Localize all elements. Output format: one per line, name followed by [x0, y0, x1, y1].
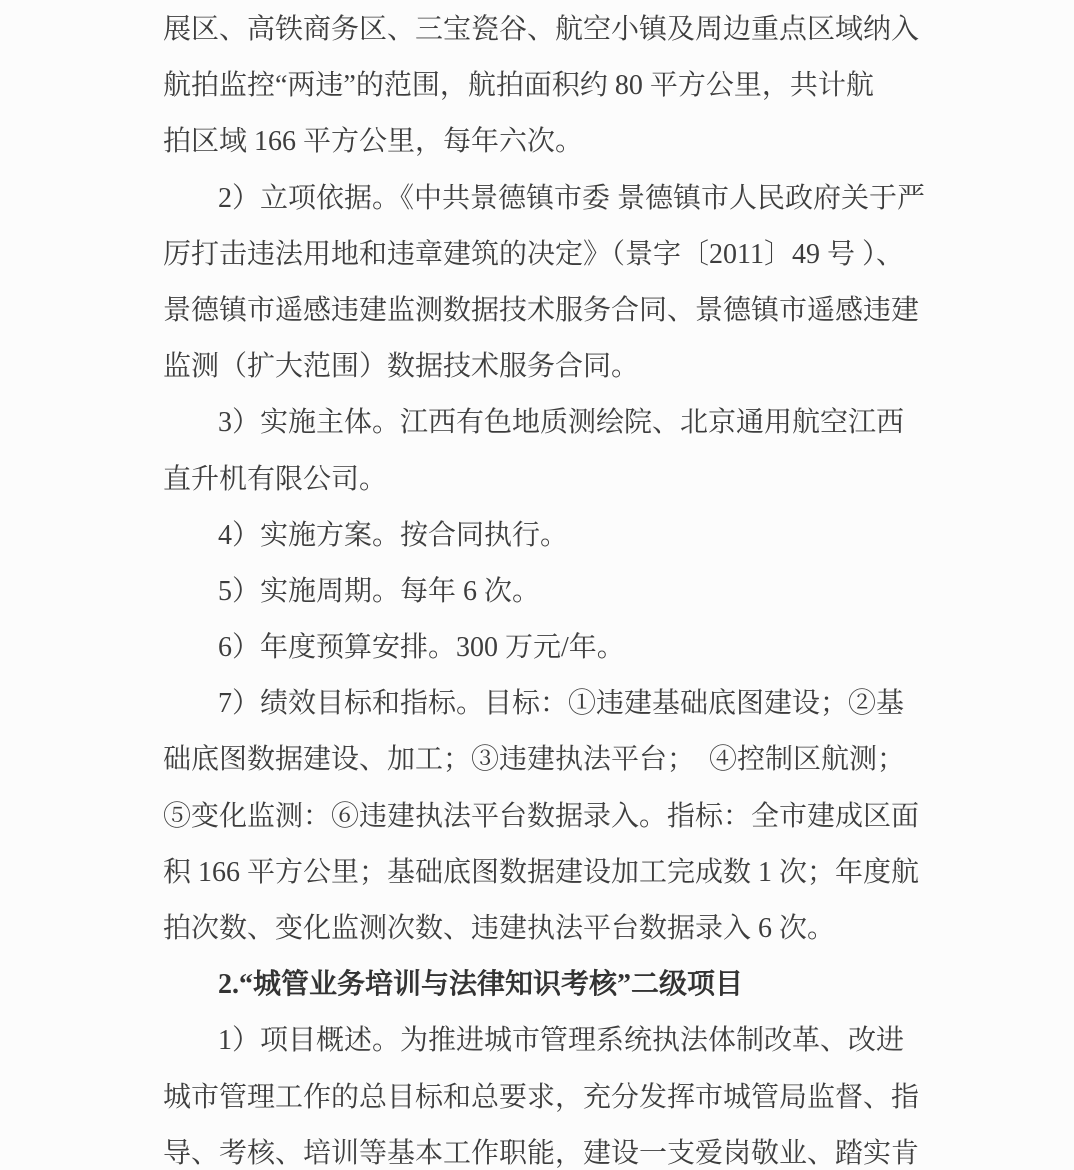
text-line: 3）实施主体。江西有色地质测绘院、北京通用航空江西 [218, 407, 905, 439]
text-line: 航拍监控“两违”的范围，航拍面积约 80 平方公里，共计航 [163, 70, 874, 102]
text-line: 景德镇市遥感违建监测数据技术服务合同、景德镇市遥感违建 [163, 294, 920, 326]
text-line: 导、考核、培训等基本工作职能，建设一支爱岗敬业、踏实肯 [163, 1137, 920, 1169]
text-line: 2）立项依据。《中共景德镇市委 景德镇市人民政府关于严 [218, 182, 926, 214]
text-line: 直升机有限公司。 [163, 463, 388, 495]
document-text-block [163, 2, 926, 1170]
text-line: 4）实施方案。按合同执行。 [218, 519, 569, 551]
text-line: 积 166 平方公里；基础底图数据建设加工完成数 1 次；年度航 [163, 856, 920, 888]
text-line: 厉打击违法用地和违章建筑的决定》（景字〔2011〕49 号 ）、 [163, 238, 904, 270]
text-line: 城市管理工作的总目标和总要求，充分发挥市城管局监督、指 [163, 1081, 920, 1113]
text-line: 1）项目概述。为推进城市管理系统执法体制改革、改进 [218, 1025, 905, 1057]
text-line: 展区、高铁商务区、三宝瓷谷、航空小镇及周边重点区域纳入 [163, 14, 920, 45]
text-line: 5）实施周期。每年 6 次。 [218, 575, 541, 607]
text-line: ⑤变化监测：⑥违建执法平台数据录入。指标：全市建成区面 [163, 800, 920, 832]
text-line: 拍区域 166 平方公里，每年六次。 [163, 126, 584, 158]
text-line: 监测（扩大范围）数据技术服务合同。 [163, 351, 640, 383]
section-heading: 2.“城管业务培训与法律知识考核”二级项目 [218, 969, 744, 1001]
text-line: 础底图数据建设、加工；③违建执法平台； ④控制区航测； [163, 744, 906, 776]
text-line: 拍次数、变化监测次数、违建执法平台数据录入 6 次。 [163, 913, 836, 944]
text-line: 7）绩效目标和指标。目标：①违建基础底图建设；②基 [218, 688, 905, 720]
text-line: 6）年度预算安排。300 万元/年。 [218, 632, 625, 664]
